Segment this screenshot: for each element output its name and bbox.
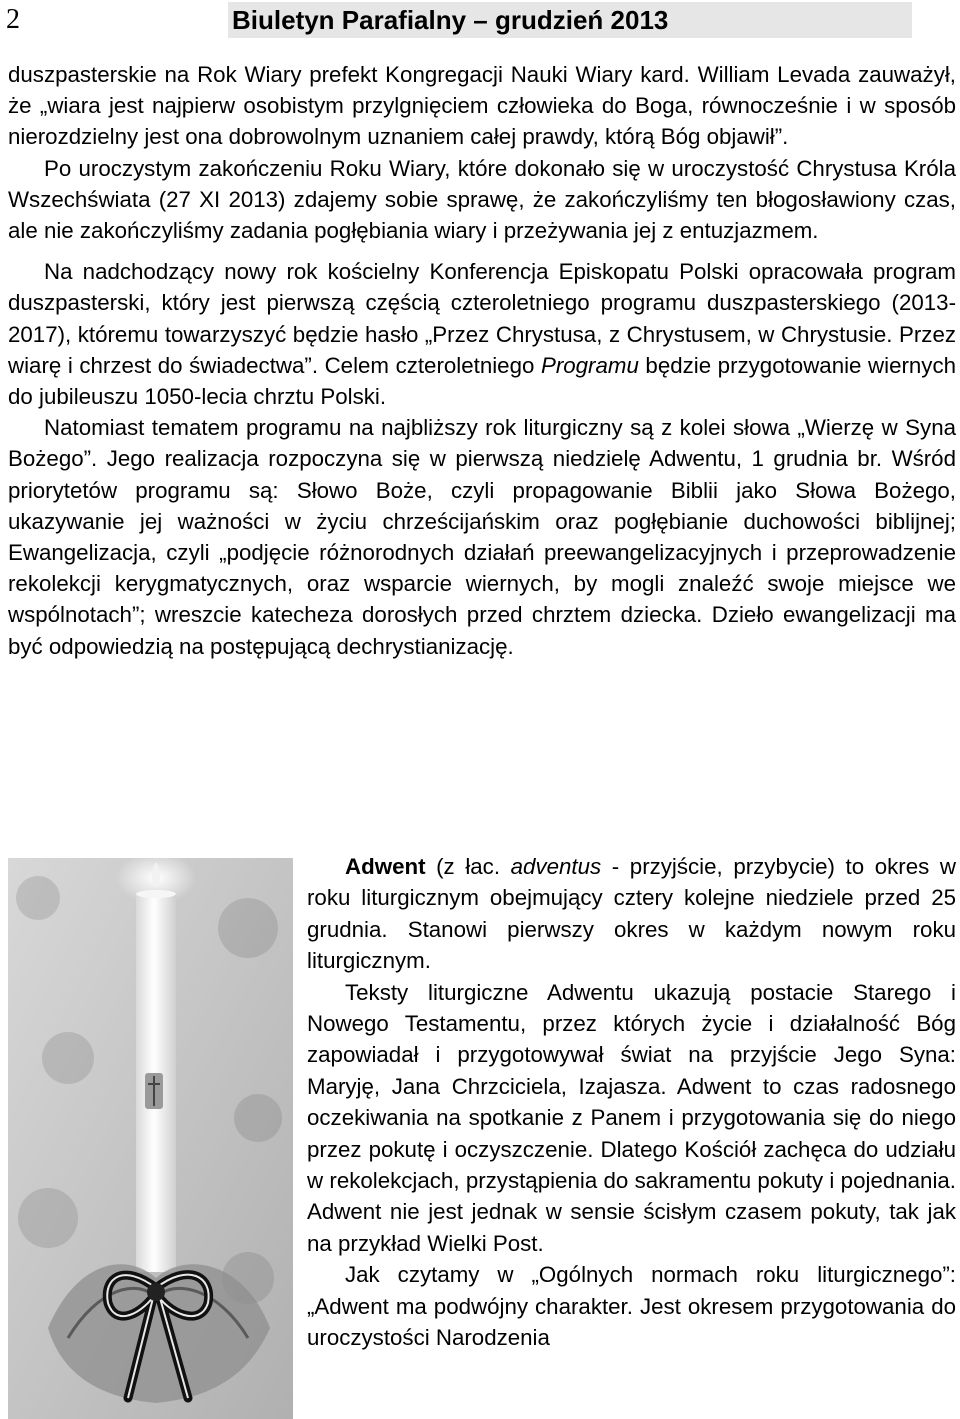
- advent-term: Adwent: [345, 854, 426, 879]
- intro-paragraph-4: Natomiast tematem programu na najbliższy rok liturgiczny są z kolei słowa „Wierzę w Syna Bożego”. Jego realizacja rozpoczyna się w pierwszą niedzielę Adwentu, 1 grudnia br. Wśród priorytetów programu są: Słowo Boże, czyli propagowanie Biblii jako Słowa Bożego, ukazywanie jej ważności w życiu chrześcijańskim oraz pogłębianie duchowości biblijnej; Ewangelizacja, czyli „podjęcie różnorodnych działań preewangelizacyjnych i przeprowadzenie rekolekcji kerygmatycznych, oraz wsparcie wiernych, by mogli znaleźć swoje miejsce we wspólnotach”; wreszcie katecheza dorosłych przed chrztem dziecka. Dzieło ewangelizacji ma być odpowiedzią na postępującą dechrystianizację.: [8, 415, 956, 659]
- advent-paragraph-2: Teksty liturgiczne Adwentu ukazują postacie Starego i Nowego Testamentu, przez których życie i działalność Bóg zapowiadał i przygotowywał świat na przyjście Jego Syna: Maryję, Jana Chrzciciela, Izajasza. Adwent to czas radosnego oczekiwania na spotkanie z Panem i przygotowania się do niego przez pokutę i oczyszczenie. Dlatego Kościół zachęca do udziału w rekolekcjach, przystąpienia do sakramentu pokuty i pojednania. Adwent nie jest jednak w sensie ścisłym czasem pokuty, tak jak na przykład Wielki Post.: [307, 979, 956, 1256]
- advent-paragraph-1-b: - przyjście, przybycie) to okres w roku liturgicznym obejmujący cztery kolejne niedziele przed 25 grudnia. Stanowi pierwszy okres w każdym nowym roku liturgicznym.: [307, 854, 956, 974]
- article-intro: [8, 59, 956, 662]
- advent-article: [307, 851, 956, 1354]
- advent-latin-term: adventus: [510, 854, 602, 879]
- intro-paragraph-3: [8, 256, 956, 412]
- advent-paragraph-1: [307, 851, 956, 977]
- advent-paragraph-1-a: (z łac.: [425, 854, 511, 879]
- page-header: [0, 2, 912, 38]
- intro-paragraph-2: Po uroczystym zakończeniu Roku Wiary, które dokonało się w uroczystość Chrystusa Króla Wszechświata (27 XI 2013) zdajemy sobie sprawę, że zakończyliśmy ten błogosławiony czas, ale nie zakończyliśmy zadania pogłębiania wiary i przeżywania jej z entuzjazmem.: [8, 155, 956, 244]
- intro-paragraph-3-end: będzie przygotowanie wiernych do jubileuszu 1050-lecia chrztu Polski.: [8, 352, 956, 410]
- candle-illustration: [8, 858, 293, 1419]
- page-number: 2: [6, 4, 20, 35]
- advent-candle-photo: [8, 858, 293, 1419]
- program-italic: Programu: [540, 352, 639, 378]
- advent-paragraph-3: Jak czytamy w „Ogólnych normach roku liturgicznego”: „Adwent ma podwójny charakter. Jest okresem przygotowania do uroczystości Narodzenia: [307, 1262, 956, 1351]
- intro-paragraph-3-text: Na nadchodzący nowy rok kościelny Konferencja Episkopatu Polski opracowała program duszpasterski, który jest pierwszą częścią czteroletniego programu duszpasterskiego (2013-2017), któremu towarzyszyć będzie hasło „Przez Chrystusa, z Chrystusem, w Chrystusie. Przez wiarę i chrzest do świadectwa”. Celem czteroletniego: [8, 259, 956, 378]
- bulletin-title: Biuletyn Parafialny – grudzień 2013: [228, 2, 912, 38]
- intro-paragraph-1: duszpasterskie na Rok Wiary prefekt Kongregacji Nauki Wiary kard. William Levada zauważył, że „wiara jest najpierw osobistym przylgnięciem człowieka do Boga, równocześnie i w sposób nierozdzielny jest ona dobrowolnym uznaniem całej prawdy, którą Bóg objawił”.: [8, 62, 956, 150]
